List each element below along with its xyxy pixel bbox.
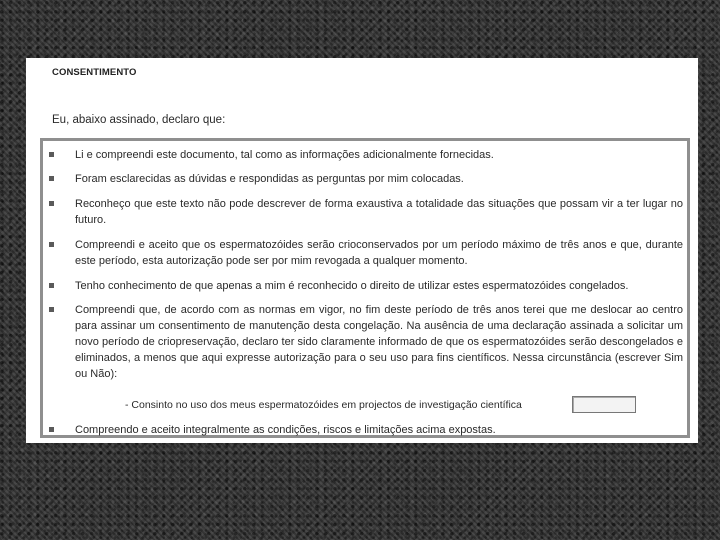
bullet-icon [49,427,54,432]
bullet-icon [49,283,54,288]
research-consent-answer-field[interactable] [572,396,636,413]
bullet-icon [49,242,54,247]
declaration-text: Tenho conhecimento de que apenas a mim é reconhecido o direito de utilizar estes espermatozóides congelados. [75,280,629,292]
intro-text: Eu, abaixo assinado, declaro que: [52,114,226,126]
declaration-text: Compreendi e aceito que os espermatozóides serão crioconservados por um período máximo de três anos e que, durante este período, esta autorização pode ser por mim revogada a qualquer momento. [75,239,683,267]
bullet-icon [49,176,54,181]
declaration-text: Reconheço que este texto não pode descrever de forma exaustiva a totalidade das situações que possam vir a ter lugar no futuro. [75,198,683,226]
bullet-icon [49,201,54,206]
consent-document [26,58,698,443]
bullet-icon [49,152,54,157]
declaration-text: Li e compreendi este documento, tal como as informações adicionalmente fornecidas. [75,149,494,161]
declaration-text: Foram esclarecidas as dúvidas e respondidas as perguntas por mim colocadas. [75,173,464,185]
research-consent-line: - Consinto no uso dos meus espermatozóides em projectos de investigação científica [125,399,522,411]
declarations-box [40,138,690,438]
declaration-text: Compreendo e aceito integralmente as condições, riscos e limitações acima expostas. [75,424,496,436]
declaration-text: Compreendi que, de acordo com as normas em vigor, no fim deste período de três anos terei que me deslocar ao centro para assinar um consentimento de manutenção desta congelação. Na ausência de uma declaração assinada a solicitar um novo período de criopreservação, declaro ter sido claramente informado de que os espermatozóides serão descongelados e eliminados, a menos que aqui expresse autorização para o seu uso para fins científicos. Nessa circunstância (escrever Sim ou Não): [75,304,683,380]
bullet-icon [49,307,54,312]
document-title: CONSENTIMENTO [52,67,137,78]
